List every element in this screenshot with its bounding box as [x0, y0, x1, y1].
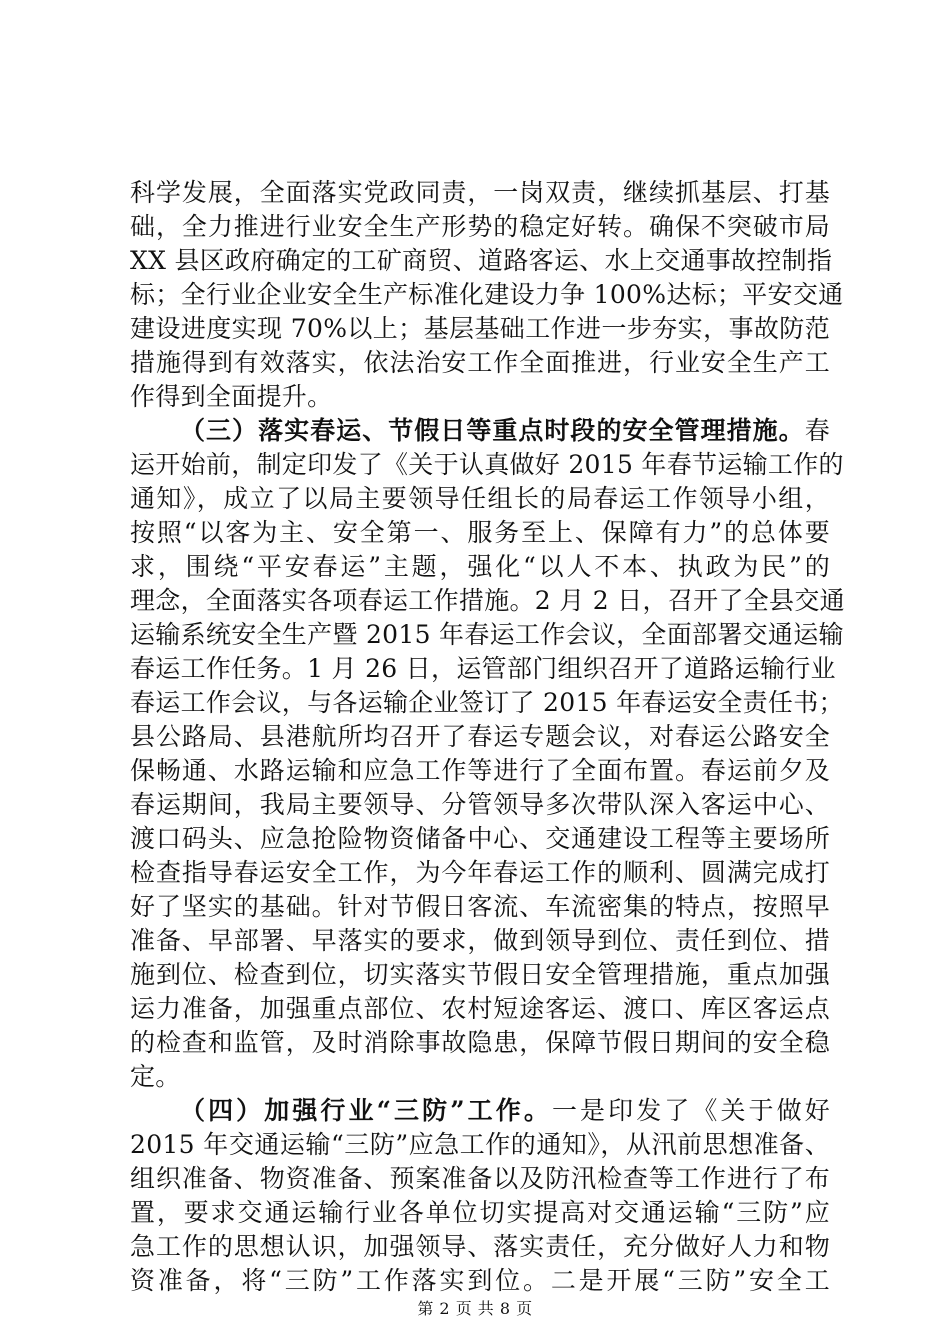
- text-line: 定。: [130, 1062, 181, 1091]
- text-line: 春运期间，我局主要领导、分管领导多次带队深入客运中心、: [130, 790, 830, 819]
- heading-continuation: 一是印发了《关于做好: [551, 1096, 830, 1125]
- text-line: 2015 年交通运输“三防”应急工作的通知》，从汛前思想准备、: [130, 1130, 830, 1159]
- text-line: 运开始前，制定印发了《关于认真做好 2015 年春节运输工作的: [130, 450, 844, 479]
- text-line: 标；全行业企业安全生产标准化建设力争 100%达标；平安交通: [130, 280, 844, 309]
- text-line: 施到位、检查到位，切实落实节假日安全管理措施，重点加强: [130, 960, 830, 989]
- text-line: 急工作的思想认识，加强领导、落实责任，充分做好人力和物: [130, 1232, 830, 1261]
- text-line: 渡口码头、应急抢险物资储备中心、交通建设工程等主要场所: [130, 824, 830, 853]
- text-line: 资准备，将“三防”工作落实到位。二是开展“三防”安全工: [130, 1266, 830, 1295]
- text-line: 准备、早部署、早落实的要求，做到领导到位、责任到位、措: [130, 926, 830, 955]
- text-line: 运输系统安全生产暨 2015 年春运工作会议，全面部署交通运输: [130, 620, 844, 649]
- text-line: 的检查和监管，及时消除事故隐患，保障节假日期间的安全稳: [130, 1028, 830, 1057]
- text-line: 础，全力推进行业安全生产形势的稳定好转。确保不突破市局: [130, 212, 830, 241]
- text-line: 置，要求交通运输行业各单位切实提高对交通运输“三防”应: [130, 1198, 830, 1227]
- heading-continuation: 春: [804, 416, 830, 445]
- text-line: 作得到全面提升。: [130, 382, 333, 411]
- section-heading-3: （三）落实春运、节假日等重点时段的安全管理措施。: [180, 416, 805, 445]
- text-line: 措施得到有效落实，依法治安工作全面推进，行业安全生产工: [130, 348, 830, 377]
- section-heading-line: [180, 414, 830, 448]
- text-line: 县公路局、县港航所均召开了春运专题会议，对春运公路安全: [130, 722, 830, 751]
- text-line: 按照“以客为主、安全第一、服务至上、保障有力”的总体要: [130, 518, 830, 547]
- text-line: 保畅通、水路运输和应急工作等进行了全面布置。春运前夕及: [130, 756, 830, 785]
- text-line: 春运工作任务。1 月 26 日，运管部门组织召开了道路运输行业: [130, 654, 836, 683]
- page-number-footer: 第 2 页 共 8 页: [417, 1299, 533, 1318]
- text-line: 组织准备、物资准备、预案准备以及防汛检查等工作进行了布: [130, 1164, 830, 1193]
- text-line: 科学发展，全面落实党政同责，一岗双责，继续抓基层、打基: [130, 178, 830, 207]
- text-line: 理念，全面落实各项春运工作措施。2 月 2 日，召开了全县交通: [130, 586, 845, 615]
- text-line: 建设进度实现 70%以上；基层基础工作进一步夯实，事故防范: [130, 314, 830, 343]
- text-line: 通知》，成立了以局主要领导任组长的局春运工作领导小组，: [130, 484, 830, 513]
- text-line: 好了坚实的基础。针对节假日客流、车流密集的特点，按照早: [130, 892, 830, 921]
- text-line: 运力准备，加强重点部位、农村短途客运、渡口、库区客运点: [130, 994, 830, 1023]
- section-heading-4: （四）加强行业“三防”工作。: [180, 1096, 552, 1125]
- text-line: 求，围绕“平安春运”主题，强化“以人不本、执政为民”的: [130, 552, 830, 581]
- section-heading-line: [180, 1094, 830, 1128]
- text-line: 春运工作会议，与各运输企业签订了 2015 年春运安全责任书；: [130, 688, 844, 717]
- text-line: XX 县区政府确定的工矿商贸、道路客运、水上交通事故控制指: [130, 246, 833, 275]
- text-line: 检查指导春运安全工作，为今年春运工作的顺利、圆满完成打: [130, 858, 830, 887]
